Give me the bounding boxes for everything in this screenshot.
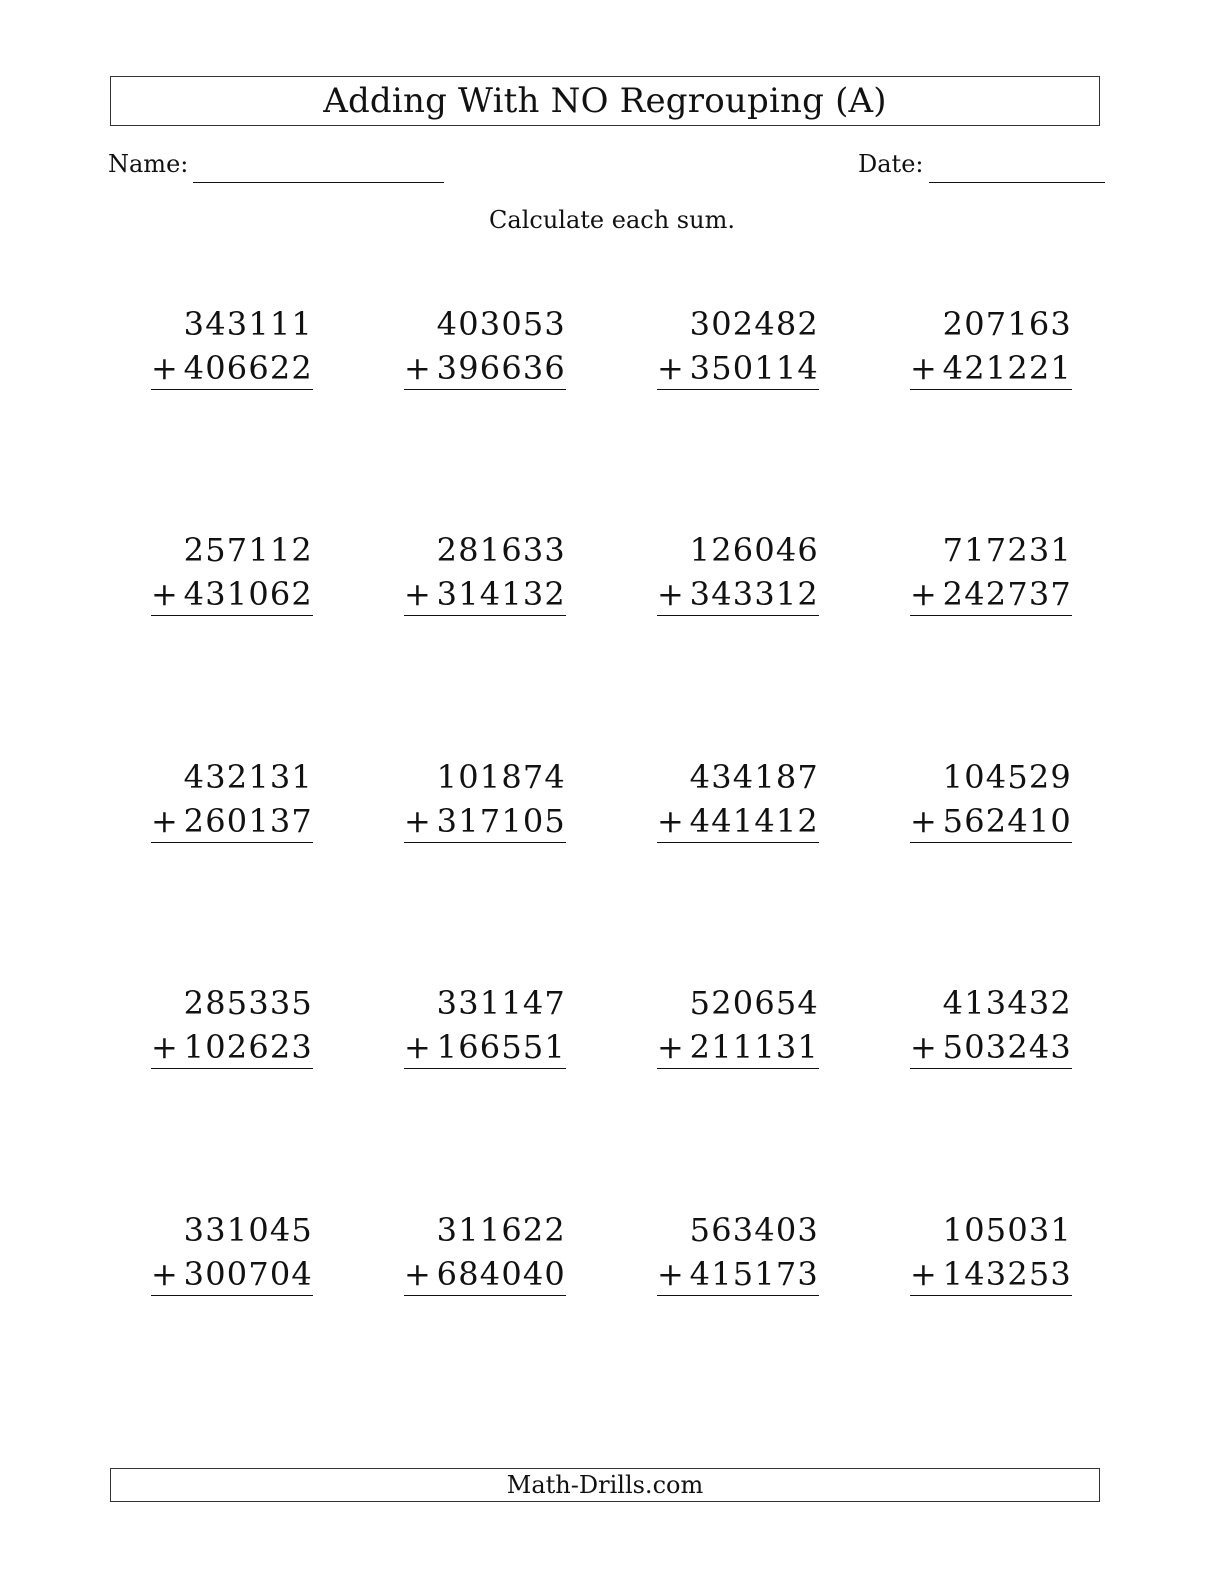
problem-9 (151, 758, 313, 847)
problem-top-number: 126046 (689, 531, 819, 569)
answer-line[interactable] (404, 842, 566, 843)
plus-sign: + (404, 575, 431, 613)
plus-sign: + (910, 1255, 937, 1293)
problem-10 (404, 758, 566, 847)
problem-top-number: 101874 (436, 758, 566, 796)
answer-line[interactable] (151, 1068, 313, 1069)
name-label: Name: (108, 150, 189, 178)
problem-bottom-number: 431062 (183, 575, 313, 613)
problem-top-number: 105031 (942, 1211, 1072, 1249)
problem-bottom-number: 503243 (942, 1028, 1072, 1066)
problem-bottom-number: 166551 (436, 1028, 566, 1066)
plus-sign: + (151, 575, 178, 613)
answer-line[interactable] (151, 1295, 313, 1296)
date-label: Date: (858, 150, 924, 178)
plus-sign: + (910, 349, 937, 387)
problem-11 (657, 758, 819, 847)
answer-line[interactable] (657, 1295, 819, 1296)
problem-5 (151, 531, 313, 620)
problem-4 (910, 305, 1072, 394)
plus-sign: + (151, 349, 178, 387)
name-answer-line[interactable] (193, 182, 444, 183)
problem-7 (657, 531, 819, 620)
problem-bottom-number: 343312 (689, 575, 819, 613)
problem-bottom-number: 317105 (436, 802, 566, 840)
problem-bottom-number: 242737 (942, 575, 1072, 613)
problem-top-number: 331147 (436, 984, 566, 1022)
answer-line[interactable] (910, 1295, 1072, 1296)
worksheet-title-box (110, 76, 1100, 126)
problem-14 (404, 984, 566, 1073)
problem-bottom-number: 300704 (183, 1255, 313, 1293)
problem-6 (404, 531, 566, 620)
plus-sign: + (657, 1255, 684, 1293)
problem-bottom-number: 562410 (942, 802, 1072, 840)
problem-top-number: 257112 (183, 531, 313, 569)
problem-top-number: 331045 (183, 1211, 313, 1249)
plus-sign: + (151, 1255, 178, 1293)
answer-line[interactable] (151, 615, 313, 616)
problem-top-number: 281633 (436, 531, 566, 569)
plus-sign: + (657, 802, 684, 840)
worksheet-title: Adding With NO Regrouping (A) (323, 81, 887, 121)
answer-line[interactable] (404, 1068, 566, 1069)
problem-top-number: 413432 (942, 984, 1072, 1022)
problem-bottom-number: 396636 (436, 349, 566, 387)
problem-bottom-number: 684040 (436, 1255, 566, 1293)
problem-bottom-number: 415173 (689, 1255, 819, 1293)
problem-bottom-number: 421221 (942, 349, 1072, 387)
problem-1 (151, 305, 313, 394)
problem-bottom-number: 406622 (183, 349, 313, 387)
answer-line[interactable] (404, 1295, 566, 1296)
plus-sign: + (151, 802, 178, 840)
problem-bottom-number: 350114 (689, 349, 819, 387)
problem-bottom-number: 102623 (183, 1028, 313, 1066)
problem-17 (151, 1211, 313, 1300)
problem-bottom-number: 143253 (942, 1255, 1072, 1293)
plus-sign: + (151, 1028, 178, 1066)
plus-sign: + (404, 1255, 431, 1293)
footer-box (110, 1468, 1100, 1502)
answer-line[interactable] (151, 842, 313, 843)
plus-sign: + (657, 575, 684, 613)
plus-sign: + (657, 349, 684, 387)
problem-15 (657, 984, 819, 1073)
problem-2 (404, 305, 566, 394)
answer-line[interactable] (657, 615, 819, 616)
problem-12 (910, 758, 1072, 847)
plus-sign: + (657, 1028, 684, 1066)
problem-bottom-number: 260137 (183, 802, 313, 840)
problem-top-number: 520654 (689, 984, 819, 1022)
problem-16 (910, 984, 1072, 1073)
problem-8 (910, 531, 1072, 620)
answer-line[interactable] (657, 389, 819, 390)
problem-top-number: 717231 (942, 531, 1072, 569)
problem-top-number: 434187 (689, 758, 819, 796)
answer-line[interactable] (910, 842, 1072, 843)
problem-top-number: 563403 (689, 1211, 819, 1249)
problem-bottom-number: 211131 (689, 1028, 819, 1066)
problem-19 (657, 1211, 819, 1300)
problem-top-number: 432131 (183, 758, 313, 796)
date-answer-line[interactable] (929, 182, 1105, 183)
answer-line[interactable] (910, 615, 1072, 616)
answer-line[interactable] (404, 389, 566, 390)
plus-sign: + (910, 1028, 937, 1066)
footer-site-name: Math-Drills.com (506, 1471, 704, 1499)
problem-top-number: 302482 (689, 305, 819, 343)
plus-sign: + (910, 802, 937, 840)
problem-top-number: 311622 (436, 1211, 566, 1249)
answer-line[interactable] (404, 615, 566, 616)
plus-sign: + (404, 1028, 431, 1066)
problem-top-number: 104529 (942, 758, 1072, 796)
instructions: Calculate each sum. (489, 206, 735, 234)
problem-top-number: 403053 (436, 305, 566, 343)
problem-bottom-number: 441412 (689, 802, 819, 840)
answer-line[interactable] (151, 389, 313, 390)
plus-sign: + (404, 349, 431, 387)
problem-3 (657, 305, 819, 394)
answer-line[interactable] (657, 842, 819, 843)
problem-bottom-number: 314132 (436, 575, 566, 613)
problem-top-number: 207163 (942, 305, 1072, 343)
plus-sign: + (404, 802, 431, 840)
problem-13 (151, 984, 313, 1073)
problem-18 (404, 1211, 566, 1300)
problem-top-number: 285335 (183, 984, 313, 1022)
problem-20 (910, 1211, 1072, 1300)
answer-line[interactable] (910, 389, 1072, 390)
answer-line[interactable] (910, 1068, 1072, 1069)
problem-top-number: 343111 (183, 305, 313, 343)
plus-sign: + (910, 575, 937, 613)
answer-line[interactable] (657, 1068, 819, 1069)
